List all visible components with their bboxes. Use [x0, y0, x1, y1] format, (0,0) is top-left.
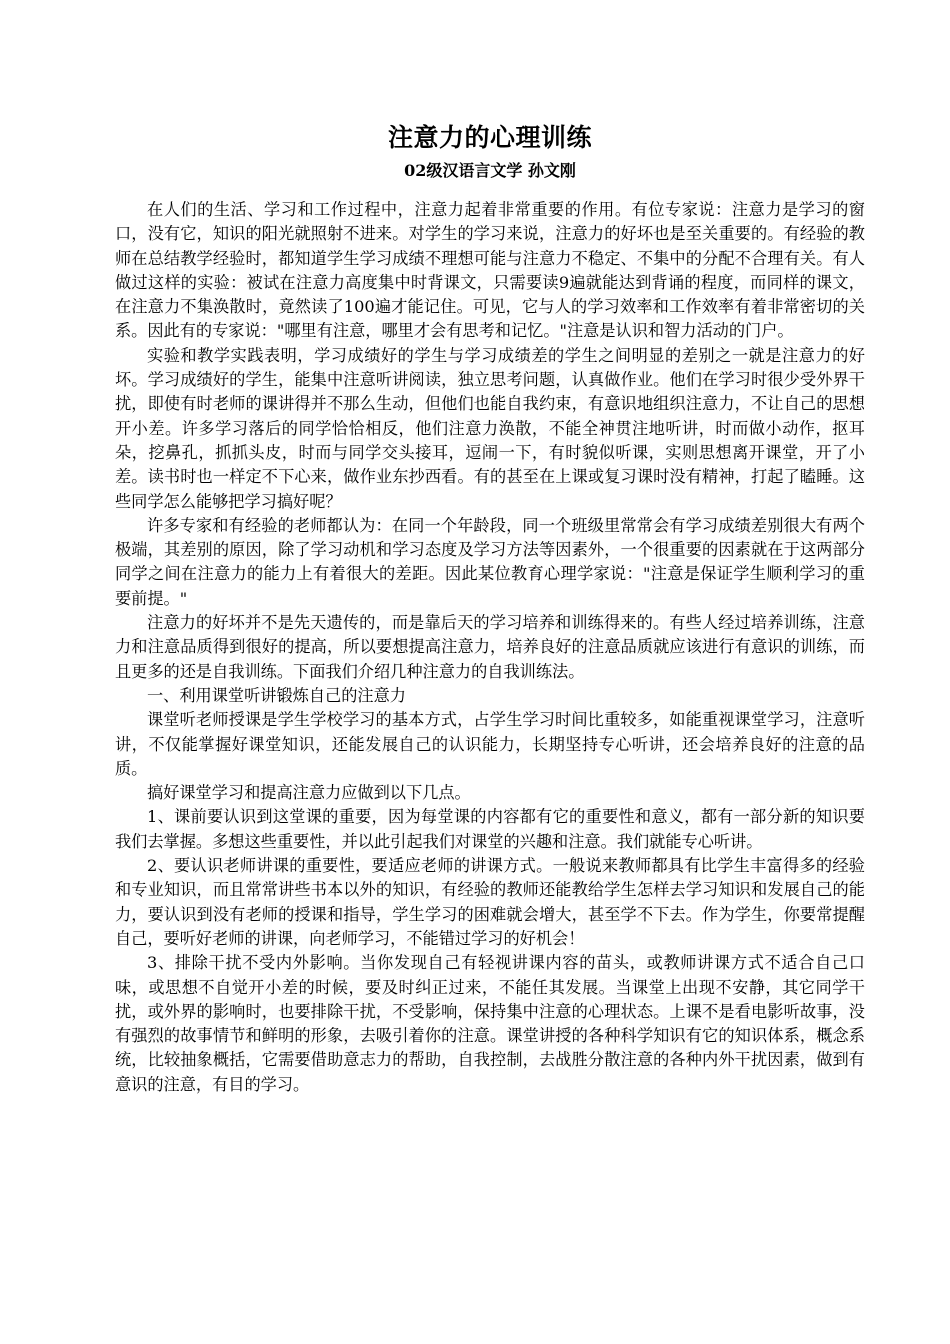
section-heading-1: 一、利用课堂听讲锻炼自己的注意力: [147, 685, 406, 705]
list-item-3: 3、排除干扰不受内外影响。当你发现自己有轻视讲课内容的苗头，或教师讲课方式不适合自己口味，或思想不自觉开小差的时候，要及时纠正过来，不能任其发展。当课堂上出现不安静，其它同学干扰，或外界的影响时，也要排除干扰，不受影响，保持集中注意的心理状态。上课不是看电影听故事，没有强烈的故事情节和鲜明的形象，去吸引着你的注意。课堂讲授的各种科学知识有它的知识体系，概念系统，比较抽象概括，它需要借助意志力的帮助，自我控制，去战胜分散注意的各种内外干扰因素，做到有意识的注意，有目的学习。: [115, 953, 865, 1094]
paragraph-classroom: 课堂听老师授课是学生学校学习的基本方式，占学生学习时间比重较多，如能重视课堂学习，注意听讲，不仅能掌握好课堂知识，还能发展自己的认识能力，长期坚持专心听讲，还会培养良好的注意的品质。: [115, 710, 865, 778]
list-item-2: 2、要认识老师讲课的重要性，要适应老师的讲课方式。一般说来教师都具有比学生丰富得多的经验和专业知识，而且常常讲些书本以外的知识，有经验的教师还能教给学生怎样去学习知识和发展自己的能力，要认识到没有老师的授课和指导，学生学习的困难就会增大，甚至学不下去。作为学生，你要常提醒自己，要听好老师的讲课，向老师学习，不能错过学习的好机会！: [115, 856, 865, 948]
document-body: [115, 198, 865, 1097]
document-subtitle: 02级汉语言文学 孙文刚: [404, 161, 576, 180]
paragraph-points-intro: 搞好课堂学习和提高注意力应做到以下几点。: [147, 783, 471, 803]
paragraph-expert-view: 许多专家和有经验的老师都认为：在同一个年龄段，同一个班级里常常会有学习成绩差别很大有两个极端，其差别的原因，除了学习动机和学习态度及学习方法等因素外，一个很重要的因素就在于这两部分同学之间在注意力的能力上有着很大的差距。因此某位教育心理学家说："注意是保证学生顺利学习的重要前提。": [115, 515, 865, 608]
document-title: 注意力的心理训练: [387, 123, 592, 152]
paragraph-training: 注意力的好坏并不是先天遗传的，而是靠后天的学习培养和训练得来的。有些人经过培养训练，注意力和注意品质得到很好的提高，所以要想提高注意力，培养良好的注意品质就应该进行有意识的训练，而且更多的还是自我训练。下面我们介绍几种注意力的自我训练法。: [115, 613, 865, 681]
list-item-1: 1、课前要认识到这堂课的重要，因为每堂课的内容都有它的重要性和意义，都有一部分新的知识要我们去掌握。多想这些重要性，并以此引起我们对课堂的兴趣和注意。我们就能专心听讲。: [115, 807, 865, 851]
paragraph-comparison: 实验和教学实践表明，学习成绩好的学生与学习成绩差的学生之间明显的差别之一就是注意力的好坏。学习成绩好的学生，能集中注意听讲阅读，独立思考问题，认真做作业。他们在学习时很少受外界干扰，即使有时老师的课讲得并不那么生动，但他们也能自我约束，有意识地组织注意力，不让自己的思想开小差。许多学习落后的同学恰恰相反，他们注意力涣散，不能全神贯注地听讲，时而做小动作，抠耳朵，挖鼻孔，抓抓头皮，时而与同学交头接耳，逗闹一下，有时貌似听课，实则思想离开课堂，开了小差。读书时也一样定不下心来，做作业东抄西看。有的甚至在上课或复习课时没有精神，打起了瞌睡。这些同学怎么能够把学习搞好呢？: [115, 345, 865, 511]
document-page: [115, 118, 865, 1097]
paragraph-intro: 在人们的生活、学习和工作过程中，注意力起着非常重要的作用。有位专家说：注意力是学习的窗口，没有它，知识的阳光就照射不进来。对学生的学习来说，注意力的好坏也是至关重要的。有经验的教师在总结教学经验时，都知道学生学习成绩不理想可能与注意力不稳定、不集中的分配不合理有关。有人做过这样的实验：被试在注意力高度集中时背课文，只需要读9遍就能达到背诵的程度，而同样的课文，在注意力不集涣散时，竟然读了100遍才能记住。可见，它与人的学习效率和工作效率有着非常密切的关系。因此有的专家说："哪里有注意，哪里才会有思考和记忆。"注意是认识和智力活动的门户。: [115, 200, 865, 341]
